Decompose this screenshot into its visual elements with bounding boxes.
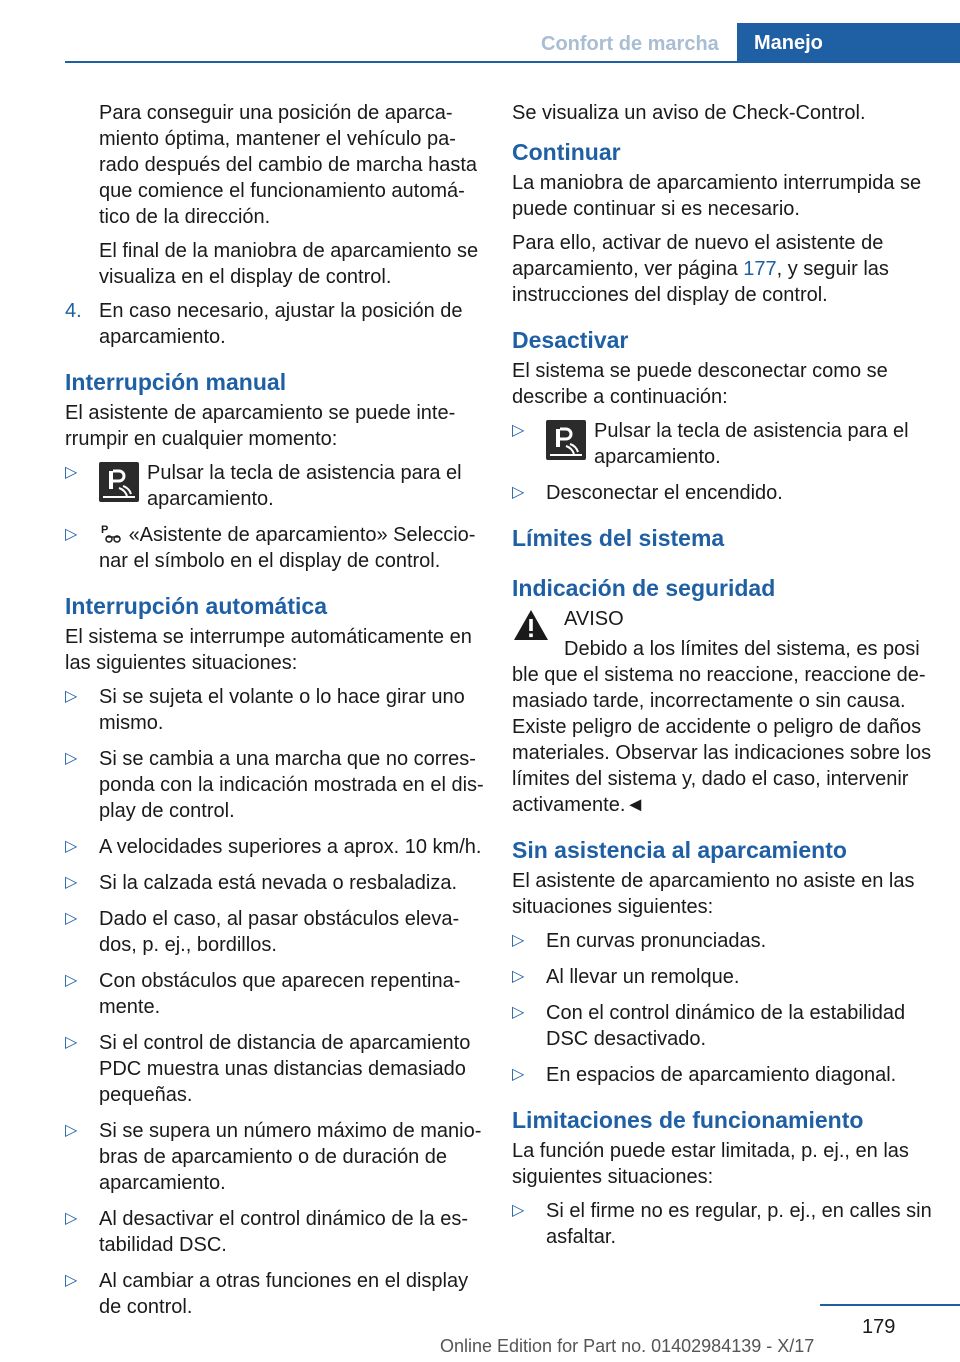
bullet-icon: ▷ xyxy=(512,1202,525,1219)
list-item xyxy=(65,906,485,958)
list-item xyxy=(65,1268,485,1320)
sin-intro: El asistente de aparcamiento no asiste en las situaciones siguientes: xyxy=(512,870,915,918)
heading-continuar: Continuar xyxy=(512,139,621,165)
bullet-icon: ▷ xyxy=(512,932,525,949)
heading-sin-asistencia: Sin asistencia al aparcamiento xyxy=(512,837,847,863)
list-item-text: Si la calzada está nevada o resbaladiza. xyxy=(99,872,458,894)
desactivar-intro: El sistema se puede desconectar como se describe a continuación: xyxy=(512,360,888,408)
bullet-icon: ▷ xyxy=(65,464,78,481)
bullet-icon: ▷ xyxy=(65,910,78,927)
list-item-text: Si se supera un número máximo de maniobras de aparcamiento o de duración de aparcamiento. xyxy=(99,1120,482,1194)
page-link-177[interactable]: 177 xyxy=(743,258,777,280)
park-assist-button-icon xyxy=(99,462,139,502)
list-item xyxy=(512,1062,932,1088)
step-4 xyxy=(65,298,485,350)
step-text: En caso necesario, ajustar la posición de aparcamiento. xyxy=(99,300,463,348)
list-item xyxy=(512,1000,932,1052)
continuar-p1: La maniobra de aparcamiento interrumpida se puede continuar si es necesario. xyxy=(512,172,922,220)
header-tab-manejo[interactable]: Manejo xyxy=(737,23,960,63)
list-item xyxy=(512,418,932,470)
continuar-p2 xyxy=(512,230,932,308)
list-item xyxy=(65,746,485,824)
list-item-text: Con obstáculos que aparecen repentinamente. xyxy=(99,970,461,1018)
list-item xyxy=(512,928,932,954)
footer-divider xyxy=(820,1304,960,1306)
bullet-icon: ▷ xyxy=(512,484,525,501)
list-item xyxy=(65,460,485,512)
park-assist-symbol-icon xyxy=(99,522,123,542)
footer-edition: Online Edition for Part no. 01402984139 - X/17 xyxy=(440,1336,815,1356)
warning-body-first: Debido a los límites del sistema, es posi xyxy=(564,638,920,660)
list-item-text: Al cambiar a otras funciones en el display de control. xyxy=(99,1270,469,1318)
limitaciones-intro: La función puede estar limitada, p. ej., en las siguientes situaciones: xyxy=(512,1140,909,1188)
bullet-icon: ▷ xyxy=(512,1066,525,1083)
list-item-text: En espacios de aparcamiento diagonal. xyxy=(546,1064,897,1086)
page-header xyxy=(0,23,960,63)
continuar-text-b: , y seguir las instrucciones del display de control. xyxy=(512,258,889,306)
list-item xyxy=(65,1030,485,1108)
list-item-text: «Asistente de aparcamiento» Seleccionar el símbolo en el display de control. xyxy=(99,524,476,572)
bullet-icon: ▷ xyxy=(512,968,525,985)
heading-desactivar: Desactivar xyxy=(512,327,629,353)
bullet-icon: ▷ xyxy=(65,1034,78,1051)
list-item xyxy=(512,480,932,506)
warning-triangle-icon xyxy=(512,608,550,642)
list-item-text: Si se sujeta el volante o lo hace girar uno mismo. xyxy=(99,686,465,734)
continuar-text-a: Para ello, activar de nuevo el asistente de aparcamiento, ver página xyxy=(512,232,884,280)
list-item xyxy=(65,834,485,860)
list-item-text: Con el control dinámico de la estabilidad DSC desactivado. xyxy=(546,1002,906,1050)
heading-interrupcion-manual: Interrupción manual xyxy=(65,369,287,395)
list-item-text: Si el control de distancia de aparcamiento PDC muestra unas distancias demasiado pequeñas. xyxy=(99,1032,471,1106)
bullet-icon: ▷ xyxy=(65,874,78,891)
heading-limitaciones: Limitaciones de funcionamiento xyxy=(512,1107,864,1133)
list-item xyxy=(512,1198,932,1250)
list-item xyxy=(65,684,485,736)
list-item-text: Desconectar el encendido. xyxy=(546,482,783,504)
warning-title: AVISO xyxy=(564,608,624,630)
page-number: 179 xyxy=(862,1316,896,1338)
bullet-icon: ▷ xyxy=(65,838,78,855)
bullet-icon: ▷ xyxy=(512,422,525,439)
list-item xyxy=(65,870,485,896)
svg-text:P: P xyxy=(101,524,109,536)
list-item-text: Si el firme no es regular, p. ej., en calles sin asfaltar. xyxy=(546,1200,932,1248)
paragraph-check-control: Se visualiza un aviso de Check-Control. xyxy=(512,102,866,124)
list-item-text: Al desactivar el control dinámico de la estabilidad DSC. xyxy=(99,1208,469,1256)
bullet-icon: ▷ xyxy=(65,526,78,543)
bullet-icon: ▷ xyxy=(65,750,78,767)
list-item-text: Al llevar un remolque. xyxy=(546,966,740,988)
auto-intro: El sistema se interrumpe automáticamente en las siguientes situaciones: xyxy=(65,626,472,674)
header-divider xyxy=(65,61,737,63)
park-assist-button-icon xyxy=(546,420,586,460)
bullet-icon: ▷ xyxy=(512,1004,525,1021)
heading-interrupcion-automatica: Interrupción automática xyxy=(65,593,327,619)
list-item-text: Si se cambia a una marcha que no corresponda con la indicación mostrada en el display de control. xyxy=(99,748,484,822)
left-column xyxy=(65,100,485,1330)
list-item xyxy=(65,1206,485,1258)
list-item-text: Pulsar la tecla de asistencia para el aparcamiento. xyxy=(594,420,909,468)
bullet-icon: ▷ xyxy=(65,972,78,989)
bullet-icon: ▷ xyxy=(65,1272,78,1289)
step-number: 4. xyxy=(65,300,82,322)
paragraph-final-maniobra: El final de la maniobra de aparcamiento se visualiza en el display de control. xyxy=(99,240,479,288)
paragraph-posicion: Para conseguir una posición de aparcamiento óptima, mantener el vehículo parado después del cambio de marcha hasta que comience el funcionamiento automático de la dirección. xyxy=(99,102,478,228)
bullet-icon: ▷ xyxy=(65,1210,78,1227)
list-item-text: En curvas pronunciadas. xyxy=(546,930,767,952)
list-item xyxy=(65,522,485,574)
list-item xyxy=(65,1118,485,1196)
bullet-icon: ▷ xyxy=(65,688,78,705)
heading-seguridad: Indicación de seguridad xyxy=(512,575,776,601)
list-item-text: Pulsar la tecla de asistencia para el aparcamiento. xyxy=(147,462,462,510)
warning-block xyxy=(512,606,932,818)
heading-limites: Límites del sistema xyxy=(512,525,725,551)
warning-body: ble que el sistema no reaccione, reaccione demasiado tarde, incorrectamente o sin causa. Existe peligro de accidente o peligro de daños materiales. Observar las indicaciones sobre los límites del sistema y, dado el caso, intervenir activamente.◄ xyxy=(512,664,932,816)
header-tab-confort[interactable]: Confort de marcha xyxy=(541,33,719,55)
bullet-icon: ▷ xyxy=(65,1122,78,1139)
list-item xyxy=(65,968,485,1020)
list-item xyxy=(512,964,932,990)
manual-intro: El asistente de aparcamiento se puede interrumpir en cualquier momento: xyxy=(65,402,456,450)
list-item-text: A velocidades superiores a aprox. 10 km/h. xyxy=(99,836,482,858)
list-item-text: Dado el caso, al pasar obstáculos elevados, p. ej., bordillos. xyxy=(99,908,460,956)
right-column xyxy=(512,100,932,1260)
